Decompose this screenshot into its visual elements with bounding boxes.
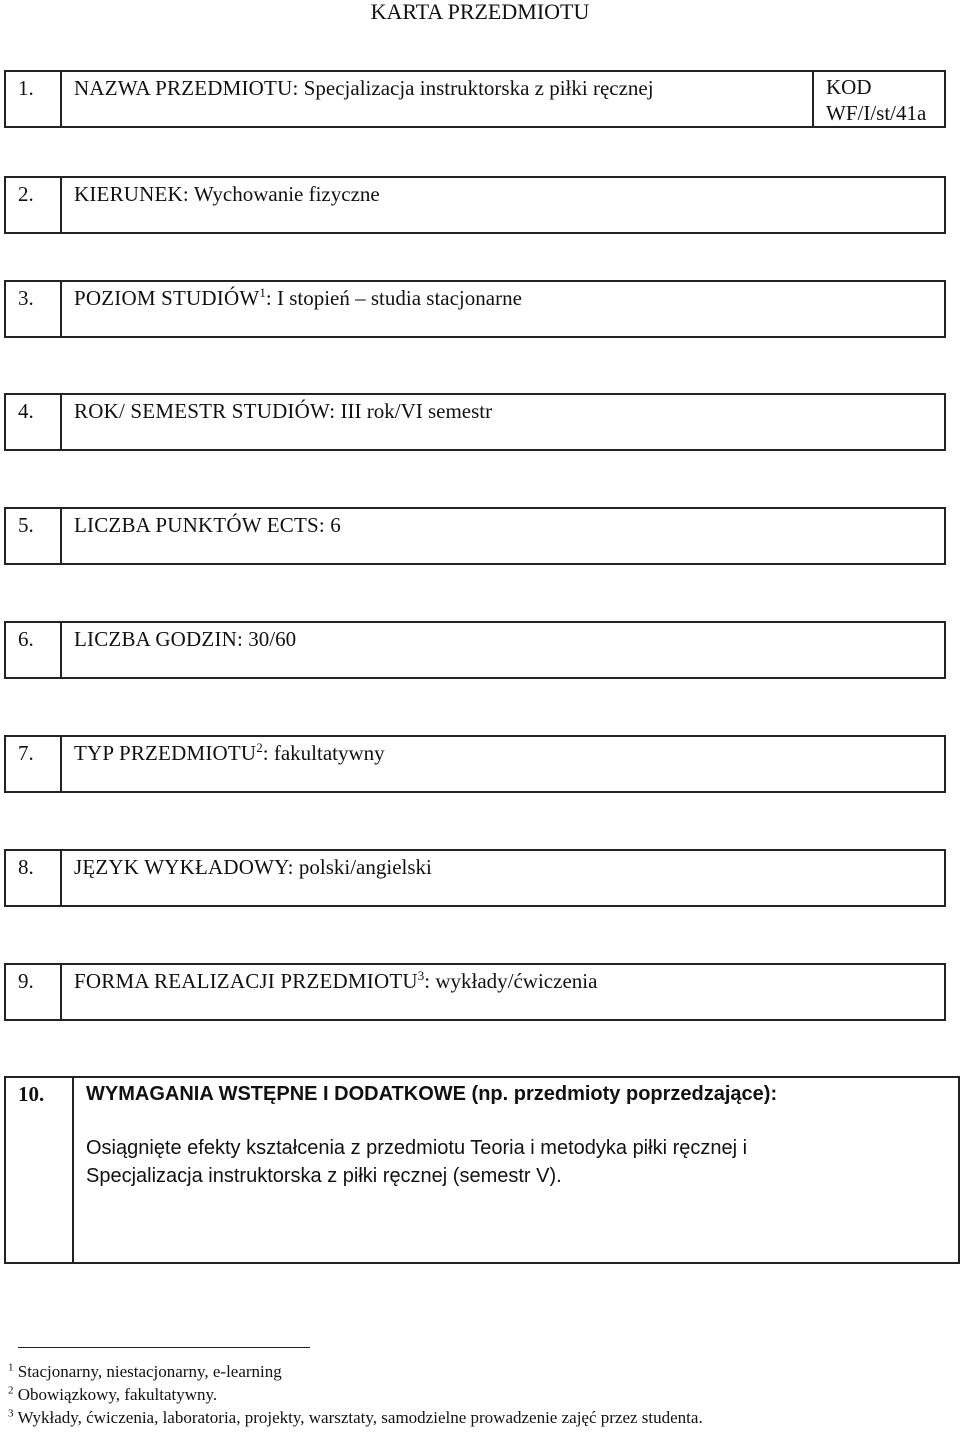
section-year-semester <box>4 393 946 451</box>
section-label: ROK/ SEMESTR STUDIÓW: <box>74 399 336 423</box>
section-subject-name <box>4 70 946 128</box>
course-code-value: WF/I/st/41a <box>826 101 927 125</box>
section-number: 7. <box>6 737 62 791</box>
section-number: 3. <box>6 282 62 336</box>
section-number: 9. <box>6 965 62 1019</box>
footnote-ref: 2 <box>256 740 263 755</box>
footnote-ref: 3 <box>417 968 425 983</box>
section-value: 6 <box>324 513 341 537</box>
section-value: polski/angielski <box>293 855 432 879</box>
section-value: Wychowanie fizyczne <box>188 182 380 206</box>
footnote-2: $^2$ Obowiązkowy, fakultatywny. <box>8 1384 218 1404</box>
section-value: Specjalizacja instruktorska z piłki ręcznej <box>298 76 654 100</box>
section-value: : fakultatywny <box>262 741 385 765</box>
section-content <box>62 623 944 677</box>
section-value: III rok/VI semestr <box>335 399 493 423</box>
section-content <box>74 1078 958 1262</box>
section-number: 8. <box>6 851 62 905</box>
course-code-label: KOD <box>826 75 872 99</box>
prerequisites-line-1: Osiągnięte efekty kształcenia z przedmiotu Teoria i metodyka piłki ręcznej i <box>86 1137 748 1159</box>
section-ects-points <box>4 507 946 565</box>
section-content <box>62 965 944 1019</box>
section-label: JĘZYK WYKŁADOWY: <box>74 855 294 879</box>
section-course-type <box>4 735 946 793</box>
section-label: KIERUNEK: <box>74 182 189 206</box>
section-value: : wykłady/ćwiczenia <box>424 969 598 993</box>
section-content <box>62 851 944 905</box>
course-code-cell <box>812 72 944 126</box>
section-label: TYP PRZEDMIOTU <box>74 741 257 765</box>
section-number: 4. <box>6 395 62 449</box>
section-prerequisites <box>4 1076 960 1264</box>
footnote-divider <box>18 1347 310 1348</box>
prerequisites-heading: WYMAGANIA WSTĘPNE I DODATKOWE (np. przedmioty poprzedzające): <box>86 1083 778 1105</box>
section-language <box>4 849 946 907</box>
section-label: POZIOM STUDIÓW <box>74 286 260 310</box>
section-delivery-form <box>4 963 946 1021</box>
section-number: 10. <box>6 1078 74 1262</box>
section-label: LICZBA PUNKTÓW ECTS: <box>74 513 325 537</box>
section-content <box>62 509 944 563</box>
footnote-ref: 1 <box>259 285 266 300</box>
section-value: 30/60 <box>243 627 297 651</box>
section-content <box>62 395 944 449</box>
document-title: KARTA PRZEDMIOTU <box>370 0 590 24</box>
section-content <box>62 737 944 791</box>
section-field-of-study <box>4 176 946 234</box>
section-study-level <box>4 280 946 338</box>
prerequisites-line-2: Specjalizacja instruktorska z piłki ręcznej (semestr V). <box>86 1165 562 1187</box>
section-number: 2. <box>6 178 62 232</box>
section-value: : I stopień – studia stacjonarne <box>265 286 522 310</box>
footnote-1: $^1$ Stacjonarny, niestacjonarny, e-learning <box>8 1361 282 1381</box>
section-hours <box>4 621 946 679</box>
section-number: 6. <box>6 623 62 677</box>
section-label: NAZWA PRZEDMIOTU: <box>74 76 299 100</box>
section-number: 5. <box>6 509 62 563</box>
section-content <box>62 282 944 336</box>
section-number: 1. <box>6 72 62 126</box>
section-label: FORMA REALIZACJI PRZEDMIOTU <box>74 969 418 993</box>
footnote-3: $^3$ Wykłady, ćwiczenia, laboratoria, projekty, warsztaty, samodzielne prowadzenie zajęć przez studenta. <box>8 1407 703 1427</box>
section-content <box>62 178 944 232</box>
section-label: LICZBA GODZIN: <box>74 627 244 651</box>
